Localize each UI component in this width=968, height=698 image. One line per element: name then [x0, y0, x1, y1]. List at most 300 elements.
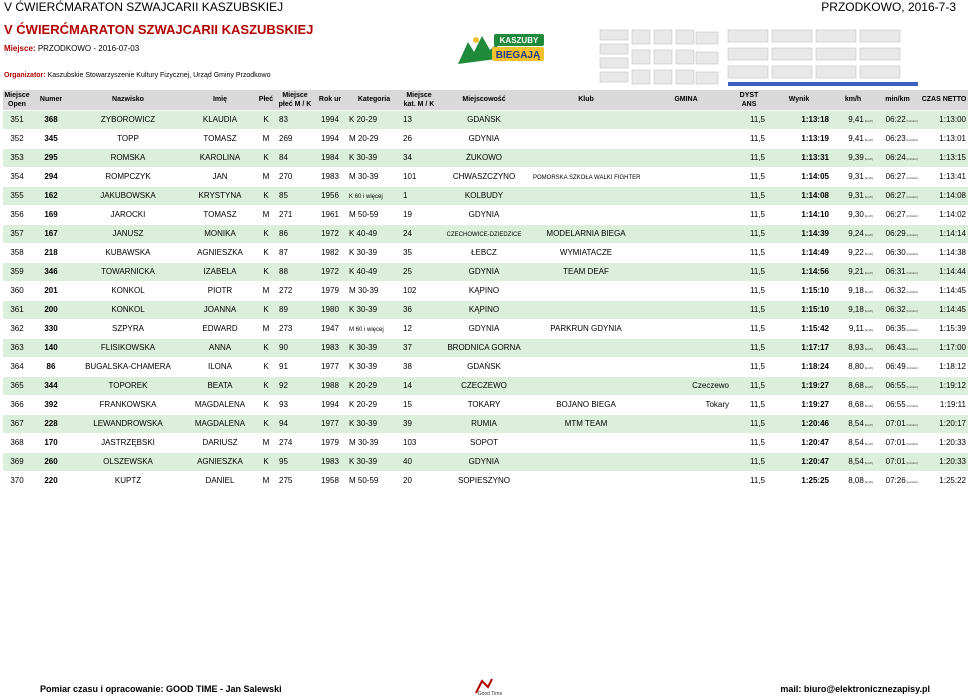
cell-surname	[71, 433, 185, 452]
net-time-text: 1:17:00	[939, 343, 966, 352]
cell-category-place	[401, 167, 437, 186]
distance-text: 11,5	[750, 210, 765, 219]
cell-net-time	[920, 167, 968, 186]
cell-category-place	[401, 224, 437, 243]
net-time-text: 1:14:02	[939, 210, 966, 219]
cell-pace-minkm	[875, 471, 920, 490]
cell-bib-number	[31, 319, 71, 338]
cell-net-time	[920, 338, 968, 357]
category-place-text: 102	[403, 286, 417, 295]
unit-label: [min/km]	[906, 480, 918, 485]
result-time-text: 1:20:46	[801, 419, 829, 428]
surname-text: FRANKOWSKA	[99, 400, 157, 409]
cell-gmina	[641, 414, 731, 433]
category-place-text: 1	[403, 191, 408, 200]
bib-number-text: 392	[44, 400, 58, 409]
cell-gmina	[641, 433, 731, 452]
category-text: K 20-29	[349, 381, 378, 390]
cell-gmina	[641, 262, 731, 281]
pace-minkm-text: 06:27	[885, 172, 906, 181]
cell-sex-place	[277, 319, 313, 338]
cell-category	[347, 376, 401, 395]
unit-label: [min/km]	[906, 366, 918, 370]
column-header: Klub	[531, 90, 641, 110]
result-time-text: 1:19:27	[801, 400, 829, 409]
column-header: Imię	[185, 90, 255, 110]
category-text: K 30-39	[349, 457, 378, 466]
table-row	[3, 338, 968, 357]
sex-text: M	[262, 324, 270, 333]
unit-label: [km/h]	[864, 309, 873, 313]
cell-category-place	[401, 357, 437, 376]
net-time-text: 1:14:45	[939, 286, 966, 295]
sex-text: K	[263, 419, 269, 428]
table-row	[3, 129, 968, 148]
speed-kmh-text: 9,18	[848, 305, 864, 314]
cell-pace-minkm	[875, 148, 920, 167]
pace-minkm-text: 07:26	[885, 476, 906, 486]
cell-bib-number	[31, 186, 71, 205]
speed-kmh-text: 9,18	[848, 286, 864, 295]
city-text: KĄPINO	[468, 305, 500, 314]
good-time-logo	[472, 675, 508, 697]
sex-text: K	[263, 248, 269, 257]
sex-text: K	[263, 115, 269, 124]
cell-city	[437, 110, 531, 129]
surname-text: TOPP	[117, 134, 139, 143]
cell-gmina	[641, 471, 731, 490]
event-organizer	[4, 72, 271, 79]
cell-pace-minkm	[875, 452, 920, 471]
cell-city	[437, 148, 531, 167]
place-open-text: 352	[10, 134, 24, 143]
result-time-text: 1:19:27	[801, 381, 829, 390]
club-text: POMORSKA SZKOŁA WALKI FIGHTER	[533, 175, 641, 181]
cell-result-time	[767, 167, 831, 186]
distance-text: 11,5	[750, 172, 765, 181]
cell-club	[531, 338, 641, 357]
sex-place-text: 271	[279, 210, 293, 219]
net-time-text: 1:19:11	[939, 400, 966, 409]
cell-bib-number	[31, 148, 71, 167]
pace-minkm-text: 07:01	[885, 457, 906, 466]
table-row	[3, 243, 968, 262]
cell-surname	[71, 262, 185, 281]
speed-kmh-text: 8,08	[848, 476, 864, 486]
cell-category	[347, 281, 401, 300]
unit-label: [min/km]	[906, 252, 918, 256]
first-name-text: KAROLINA	[199, 153, 241, 162]
place-open-text: 353	[10, 153, 24, 162]
bib-number-text: 218	[44, 248, 58, 257]
cell-bib-number	[31, 376, 71, 395]
cell-bib-number	[31, 452, 71, 471]
cell-first-name	[185, 338, 255, 357]
pace-minkm-text: 06:27	[885, 191, 906, 200]
good-time-logo-text: Good Time	[477, 691, 503, 697]
cell-category	[347, 471, 401, 490]
cell-city	[437, 376, 531, 395]
cell-city	[437, 395, 531, 414]
cell-sex-place	[277, 148, 313, 167]
category-place-text: 40	[403, 457, 412, 466]
cell-result-time	[767, 224, 831, 243]
unit-label: [km/h]	[864, 328, 873, 332]
cell-result-time	[767, 338, 831, 357]
first-name-text: KRYSTYNA	[198, 191, 242, 200]
pace-minkm-text: 06:32	[885, 286, 906, 295]
speed-kmh-text: 9,22	[848, 248, 864, 257]
column-header: Miejsce kat. M / K	[401, 90, 437, 110]
cell-club	[531, 129, 641, 148]
place-open-text: 363	[10, 343, 24, 352]
cell-place-open	[3, 395, 31, 414]
org-value: Kaszubskie Stowarzyszenie Kultury Fizycznej, Urząd Gminy Przodkowo	[47, 72, 271, 79]
speed-kmh-text: 9,39	[848, 153, 864, 162]
cell-first-name	[185, 224, 255, 243]
results-table-body	[3, 110, 968, 490]
pace-minkm-text: 06:35	[885, 324, 906, 333]
sex-place-text: 94	[279, 419, 288, 428]
club-text: WYMIATACZE	[559, 248, 613, 257]
cell-surname	[71, 300, 185, 319]
bib-number-text: 201	[44, 286, 58, 295]
place-value: PRZODKOWO - 2016-07-03	[37, 44, 140, 53]
result-time-text: 1:14:10	[801, 210, 829, 219]
birth-year-text: 1956	[321, 191, 339, 200]
cell-gmina	[641, 281, 731, 300]
net-time-text: 1:13:15	[939, 153, 966, 162]
bib-number-text: 330	[44, 324, 58, 333]
table-row	[3, 186, 968, 205]
cell-sex-place	[277, 205, 313, 224]
cell-city	[437, 224, 531, 243]
header-event-name: V ĆWIERĆMARATON SZWAJCARII KASZUBSKIEJ	[4, 0, 284, 14]
first-name-text: ILONA	[207, 362, 232, 371]
unit-label: [km/h]	[864, 347, 873, 351]
bib-number-text: 169	[44, 210, 58, 219]
cell-place-open	[3, 414, 31, 433]
club-text: TEAM DEAF	[563, 267, 609, 276]
place-open-text: 356	[10, 210, 24, 219]
cell-first-name	[185, 205, 255, 224]
sex-text: M	[262, 286, 270, 295]
results-table	[3, 90, 968, 490]
cell-pace-minkm	[875, 262, 920, 281]
surname-text: LEWANDROWSKA	[93, 419, 163, 428]
surname-text: SZPYRA	[111, 324, 144, 333]
city-text: BRODNICA GORNA	[447, 343, 521, 352]
cell-category-place	[401, 262, 437, 281]
bib-number-text: 368	[44, 115, 58, 124]
cell-sex	[255, 357, 277, 376]
cell-club	[531, 414, 641, 433]
cell-surname	[71, 186, 185, 205]
speed-kmh-text: 8,93	[848, 343, 864, 352]
cell-result-time	[767, 300, 831, 319]
cell-distance	[731, 110, 767, 129]
distance-text: 11,5	[750, 134, 765, 143]
cell-first-name	[185, 376, 255, 395]
cell-net-time	[920, 186, 968, 205]
cell-gmina	[641, 243, 731, 262]
kaszuby-biegaja-logo	[456, 28, 546, 68]
bib-number-text: 294	[44, 172, 58, 181]
cell-sex-place	[277, 186, 313, 205]
cell-category	[347, 433, 401, 452]
cell-result-time	[767, 376, 831, 395]
table-row	[3, 433, 968, 452]
cell-place-open	[3, 452, 31, 471]
cell-club	[531, 186, 641, 205]
unit-label: [km/h]	[864, 366, 873, 370]
cell-result-time	[767, 452, 831, 471]
cell-bib-number	[31, 224, 71, 243]
pace-minkm-text: 06:55	[885, 400, 906, 409]
category-place-text: 19	[403, 210, 412, 219]
bib-number-text: 344	[44, 381, 58, 390]
birth-year-text: 1977	[321, 362, 339, 371]
city-text: GDYNIA	[468, 457, 500, 466]
cell-place-open	[3, 319, 31, 338]
cell-city	[437, 167, 531, 186]
cell-distance	[731, 243, 767, 262]
city-text: KOLBUDY	[464, 191, 504, 200]
place-open-text: 355	[10, 191, 24, 200]
unit-label: [min/km]	[906, 195, 918, 199]
cell-sex	[255, 395, 277, 414]
place-open-text: 361	[10, 305, 24, 314]
first-name-text: IZABELA	[203, 267, 237, 276]
birth-year-text: 1972	[321, 267, 339, 276]
net-time-text: 1:14:45	[939, 305, 966, 314]
birth-year-text: 1977	[321, 419, 339, 428]
cell-sex-place	[277, 376, 313, 395]
cell-net-time	[920, 357, 968, 376]
city-text: ŁEBCZ	[471, 248, 497, 257]
surname-text: BUGALSKA-CHAMERA	[85, 362, 171, 371]
table-row	[3, 414, 968, 433]
cell-speed-kmh	[831, 129, 875, 148]
cell-category-place	[401, 395, 437, 414]
birth-year-text: 1982	[321, 248, 339, 257]
unit-label: [km/h]	[864, 119, 873, 123]
category-place-text: 26	[403, 134, 412, 143]
pace-minkm-text: 06:43	[885, 343, 906, 352]
result-time-text: 1:25:25	[801, 476, 829, 486]
unit-label: [min/km]	[906, 119, 918, 123]
pace-minkm-text: 06:49	[885, 362, 906, 371]
cell-speed-kmh	[831, 414, 875, 433]
birth-year-text: 1958	[321, 476, 339, 486]
speed-kmh-text: 9,31	[848, 172, 864, 181]
category-place-text: 36	[403, 305, 412, 314]
cell-speed-kmh	[831, 224, 875, 243]
unit-label: [km/h]	[864, 442, 873, 446]
cell-distance	[731, 395, 767, 414]
column-header: min/km	[875, 90, 920, 110]
cell-sex	[255, 205, 277, 224]
cell-speed-kmh	[831, 262, 875, 281]
sex-text: K	[263, 153, 269, 162]
cell-bib-number	[31, 433, 71, 452]
cell-net-time	[920, 243, 968, 262]
sex-text: K	[263, 457, 269, 466]
cell-club	[531, 205, 641, 224]
cell-sex-place	[277, 338, 313, 357]
first-name-text: TOMASZ	[203, 210, 237, 219]
org-label: Organizator:	[4, 72, 46, 79]
cell-first-name	[185, 357, 255, 376]
result-time-text: 1:13:31	[801, 153, 829, 162]
cell-sex-place	[277, 281, 313, 300]
sex-place-text: 89	[279, 305, 288, 314]
cell-result-time	[767, 357, 831, 376]
unit-label: [km/h]	[864, 214, 873, 218]
net-time-text: 1:20:33	[939, 457, 966, 466]
speed-kmh-text: 8,54	[848, 419, 864, 428]
cell-birth-year	[313, 129, 347, 148]
cell-category-place	[401, 319, 437, 338]
bib-number-text: 295	[44, 153, 58, 162]
distance-text: 11,5	[750, 343, 765, 352]
sex-place-text: 93	[279, 400, 288, 409]
surname-text: JASTRZĘBSKI	[101, 438, 155, 447]
category-text: M 30-39	[349, 286, 379, 295]
cell-speed-kmh	[831, 205, 875, 224]
logo-line1: KASZUBY	[499, 36, 539, 45]
result-time-text: 1:18:24	[801, 362, 829, 371]
cell-category	[347, 395, 401, 414]
cell-pace-minkm	[875, 224, 920, 243]
cell-pace-minkm	[875, 357, 920, 376]
cell-club	[531, 357, 641, 376]
cell-sex-place	[277, 129, 313, 148]
birth-year-text: 1988	[321, 381, 339, 390]
birth-year-text: 1980	[321, 305, 339, 314]
cell-category	[347, 129, 401, 148]
net-time-text: 1:20:33	[939, 438, 966, 447]
cell-birth-year	[313, 186, 347, 205]
first-name-text: DARIUSZ	[202, 438, 238, 447]
category-text: M 30-39	[349, 438, 379, 447]
cell-gmina	[641, 110, 731, 129]
cell-net-time	[920, 148, 968, 167]
cell-category	[347, 186, 401, 205]
cell-net-time	[920, 395, 968, 414]
distance-text: 11,5	[750, 438, 765, 447]
speed-kmh-text: 9,21	[848, 267, 864, 276]
cell-first-name	[185, 395, 255, 414]
cell-sex	[255, 452, 277, 471]
category-text: K 30-39	[349, 153, 378, 162]
category-place-text: 35	[403, 248, 412, 257]
birth-year-text: 1983	[321, 172, 339, 181]
cell-sex-place	[277, 167, 313, 186]
cell-club	[531, 433, 641, 452]
place-label: Miejsce:	[4, 44, 36, 53]
sex-text: K	[263, 381, 269, 390]
place-open-text: 364	[10, 362, 24, 371]
category-place-text: 34	[403, 153, 412, 162]
bib-number-text: 200	[44, 305, 58, 314]
cell-club	[531, 148, 641, 167]
result-time-text: 1:15:10	[801, 286, 829, 295]
cell-bib-number	[31, 262, 71, 281]
unit-label: [km/h]	[864, 252, 873, 256]
cell-place-open	[3, 186, 31, 205]
bib-number-text: 345	[44, 134, 58, 143]
cell-speed-kmh	[831, 395, 875, 414]
cell-distance	[731, 186, 767, 205]
category-text: K 60 i więcej	[349, 194, 383, 200]
category-place-text: 20	[403, 476, 412, 486]
net-time-text: 1:15:39	[939, 324, 966, 333]
bib-number-text: 228	[44, 419, 58, 428]
cell-speed-kmh	[831, 376, 875, 395]
cell-category-place	[401, 129, 437, 148]
cell-sex-place	[277, 110, 313, 129]
unit-label: [km/h]	[864, 176, 873, 180]
cell-sex	[255, 262, 277, 281]
result-time-text: 1:20:47	[801, 457, 829, 466]
cell-distance	[731, 433, 767, 452]
unit-label: [km/h]	[864, 271, 873, 275]
logo-line2: BIEGAJĄ	[495, 50, 541, 61]
unit-label: [km/h]	[864, 480, 873, 485]
place-open-text: 357	[10, 229, 24, 238]
cell-result-time	[767, 186, 831, 205]
cell-birth-year	[313, 148, 347, 167]
unit-label: [km/h]	[864, 461, 873, 465]
speed-kmh-text: 8,54	[848, 457, 864, 466]
result-time-text: 1:17:17	[801, 343, 829, 352]
speed-kmh-text: 8,68	[848, 400, 864, 409]
birth-year-text: 1994	[321, 400, 339, 409]
cell-net-time	[920, 376, 968, 395]
first-name-text: AGNIESZKA	[197, 248, 243, 257]
cell-net-time	[920, 452, 968, 471]
city-text: CZECHOWICE-DZIEDZICE	[446, 232, 522, 238]
unit-label: [min/km]	[906, 423, 918, 427]
cell-category	[347, 243, 401, 262]
place-open-text: 367	[10, 419, 24, 428]
cell-result-time	[767, 262, 831, 281]
cell-surname	[71, 148, 185, 167]
table-row	[3, 319, 968, 338]
cell-place-open	[3, 357, 31, 376]
first-name-text: MONIKA	[204, 229, 236, 238]
event-title: V ĆWIERĆMARATON SZWAJCARII KASZUBSKIEJ	[4, 22, 314, 37]
cell-sex	[255, 148, 277, 167]
cell-first-name	[185, 319, 255, 338]
cell-surname	[71, 129, 185, 148]
cell-gmina	[641, 186, 731, 205]
speed-kmh-text: 9,41	[848, 134, 864, 143]
cell-bib-number	[31, 357, 71, 376]
column-header: Miejsce Open	[3, 90, 31, 110]
column-header: Numer	[31, 90, 71, 110]
sex-place-text: 275	[279, 476, 293, 486]
cell-category-place	[401, 186, 437, 205]
cell-pace-minkm	[875, 205, 920, 224]
speed-kmh-text: 9,11	[848, 324, 864, 333]
cell-club	[531, 319, 641, 338]
surname-text: ZYBOROWICZ	[100, 115, 156, 124]
cell-first-name	[185, 262, 255, 281]
cell-gmina	[641, 148, 731, 167]
cell-gmina	[641, 395, 731, 414]
